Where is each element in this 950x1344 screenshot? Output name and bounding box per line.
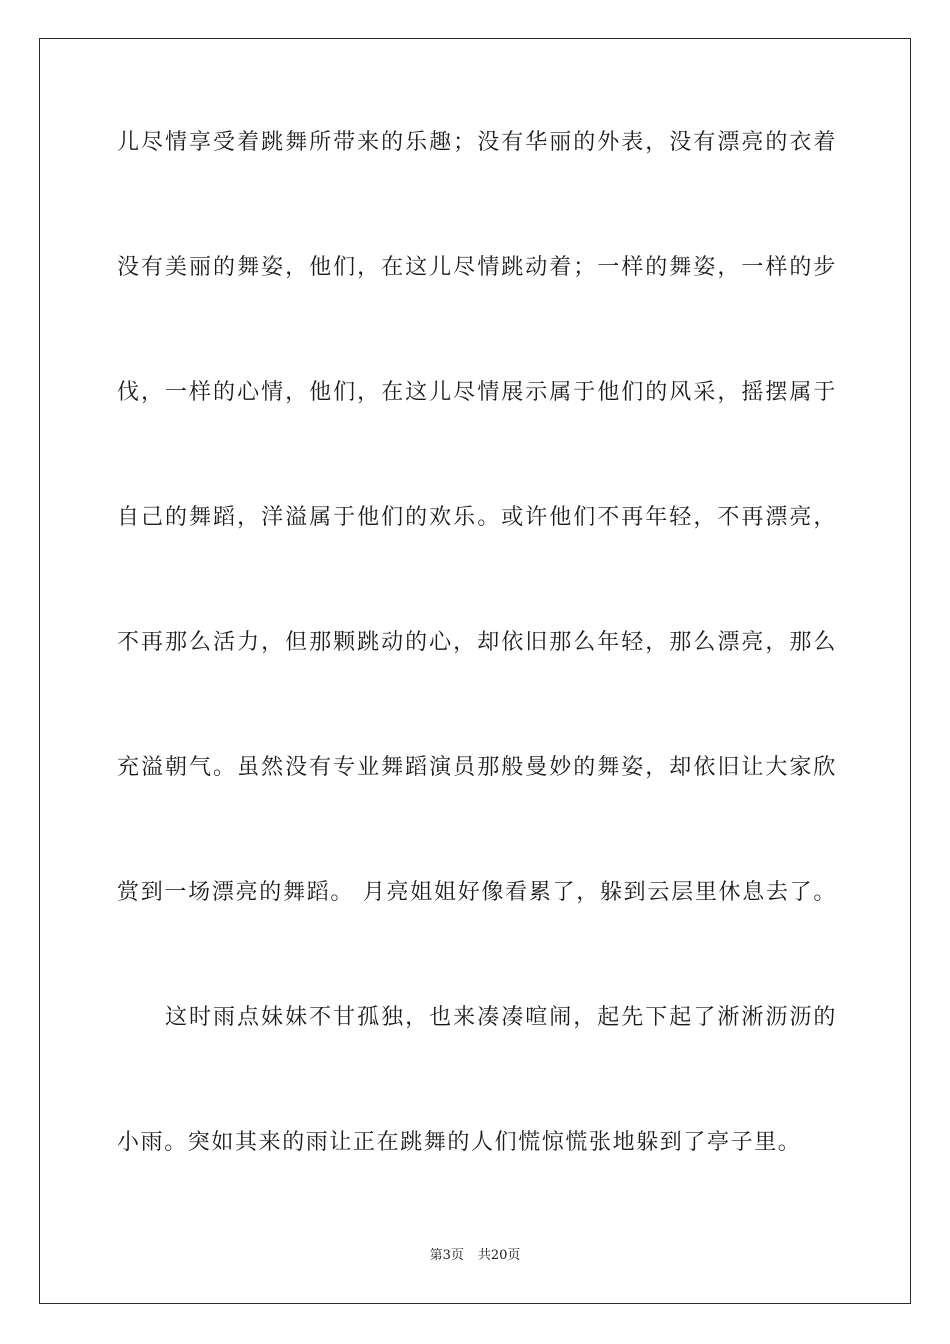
paragraph-line: 自己的舞蹈，洋溢属于他们的欢乐。或许他们不再年轻，不再漂亮， [117,505,837,530]
paragraph-line: 伐，一样的心情，他们，在这儿尽情展示属于他们的风采，摇摆属于 [117,380,837,405]
page-border [39,38,911,1304]
page-total: 共20页 [477,1248,521,1263]
paragraph-line: 小雨。突如其来的雨让正在跳舞的人们慌惊慌张地躲到了亭子里。 [117,1130,802,1155]
paragraph-line: 没有美丽的舞姿，他们，在这儿尽情跳动着；一样的舞姿，一样的步 [117,255,837,280]
paragraph-line: 赏到一场漂亮的舞蹈。 月亮姐姐好像看累了，躲到云层里休息去了。 [117,880,837,905]
paragraph-line: 这时雨点妹妹不甘孤独，也来凑凑喧闹，起先下起了淅淅沥沥的 [165,1005,837,1030]
page-footer [0,1247,950,1265]
paragraph-line: 不再那么活力，但那颗跳动的心，却依旧那么年轻，那么漂亮，那么 [117,630,837,655]
paragraph-line: 充溢朝气。虽然没有专业舞蹈演员那般曼妙的舞姿，却依旧让大家欣 [117,755,837,780]
page-number: 第3页 [429,1248,464,1263]
paragraph-line: 儿尽情享受着跳舞所带来的乐趣；没有华丽的外表，没有漂亮的衣着 [117,130,837,155]
